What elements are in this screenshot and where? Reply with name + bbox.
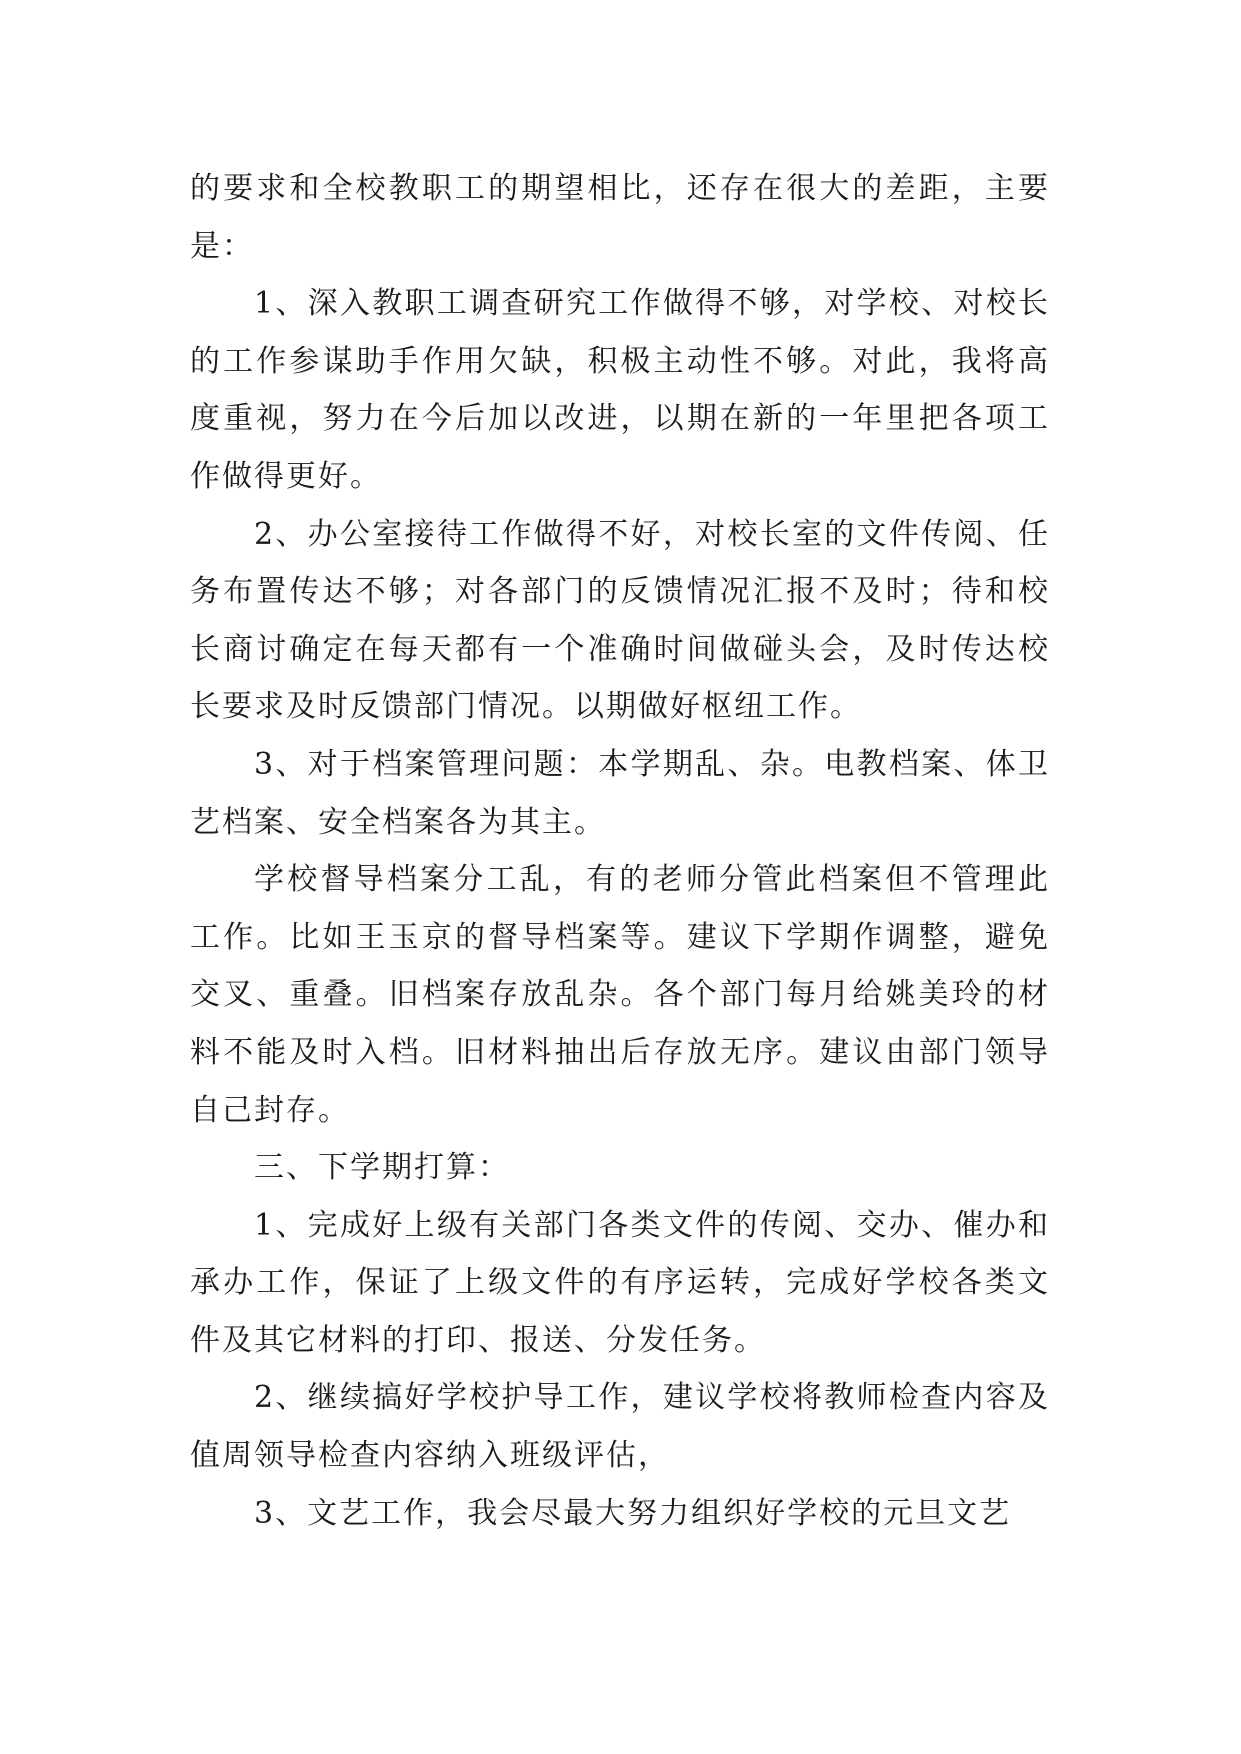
paragraph-plan-1: 1、完成好上级有关部门各类文件的传阅、交办、催办和承办工作，保证了上级文件的有序运转，完成好学校各类文件及其它材料的打印、报送、分发任务。 — [190, 1207, 1050, 1358]
paragraph-intro: 的要求和全校教职工的期望相比，还存在很大的差距，主要是： — [190, 171, 1050, 264]
paragraph-item-2: 2、办公室接待工作做得不好，对校长室的文件传阅、任务布置传达不够；对各部门的反馈情况汇报不及时；待和校长商讨确定在每天都有一个准确时间做碰头会，及时传达校长要求及时反馈部门情况。以期做好枢纽工作。 — [190, 516, 1050, 725]
paragraph-archive-notes: 学校督导档案分工乱，有的老师分管此档案但不管理此工作。比如王玉京的督导档案等。建议下学期作调整，避免交叉、重叠。旧档案存放乱杂。各个部门每月给姚美玲的材料不能及时入档。旧材料抽出后存放无序。建议由部门领导自己封存。 — [190, 862, 1050, 1128]
paragraph-plan-2: 2、继续搞好学校护导工作，建议学校将教师检查内容及值周领导检查内容纳入班级评估， — [190, 1380, 1050, 1474]
paragraph-item-3: 3、对于档案管理问题：本学期乱、杂。电教档案、体卫艺档案、安全档案各为其主。 — [190, 746, 1050, 840]
document-page — [190, 160, 1050, 1542]
paragraph-item-1: 1、深入教职工调查研究工作做得不够，对学校、对校长的工作参谋助手作用欠缺，积极主动性不够。对此，我将高度重视，努力在今后加以改进，以期在新的一年里把各项工作做得更好。 — [190, 286, 1050, 494]
paragraph-plan-3: 3、文艺工作，我会尽最大努力组织好学校的元旦文艺 — [254, 1495, 1012, 1531]
section-heading-next-term: 三、下学期打算： — [254, 1150, 510, 1186]
